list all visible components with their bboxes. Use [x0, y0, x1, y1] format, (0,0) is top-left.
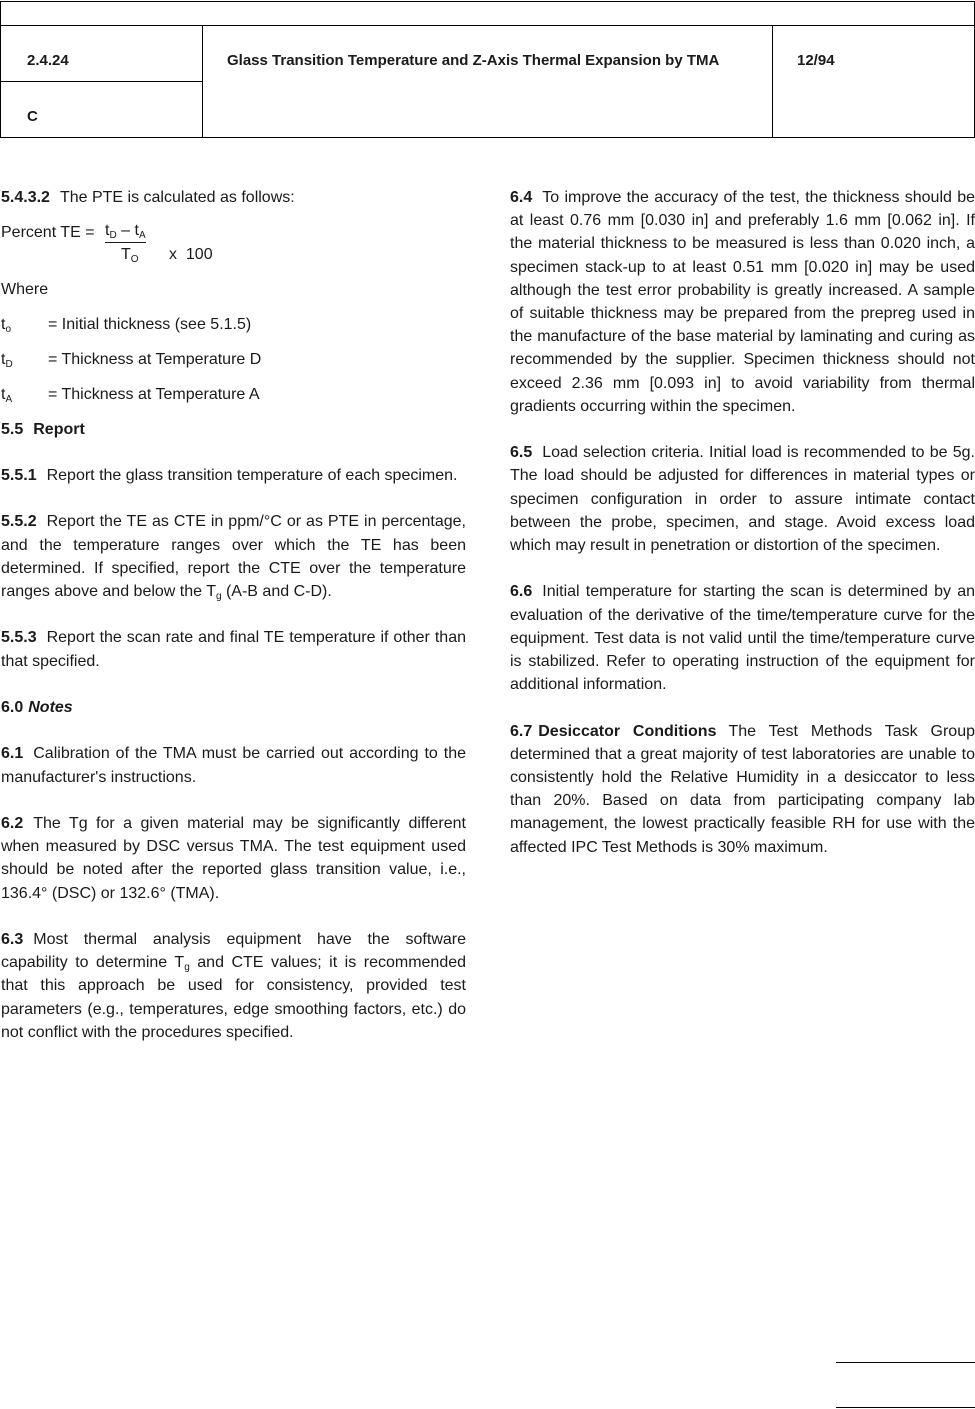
section-number: 6.6 — [510, 583, 533, 601]
para-5-5-3 — [1, 626, 466, 672]
para-6-2 — [1, 812, 466, 905]
formula-label: Percent TE = — [1, 223, 95, 241]
section-number: 6.7 — [510, 722, 533, 740]
document-header-table — [0, 1, 975, 138]
para-text: Most thermal analysis equipment have the software capability to determine T — [1, 930, 466, 972]
para-text: and CTE values; it is recommended that this approach be used for consistency, provided test parameters (e.g., temperatures, edge smoothing factors, etc.) do not conflict with the procedures specified. — [1, 954, 467, 1041]
para-text: To improve the accuracy of the test, the thickness should be at least 0.76 mm [0.030 in] and preferably 1.6 mm [0.062 in]. If the material thickness to be measured is less than 0.020 inch, a specimen stack-up to at least 0.51 mm [0.020 in] may be used although the test error probability is greatly increased. A sample of suitable thickness may be prepared from the prepreg used in the manufacture of the base material by laminating and curing as recommended by the supplier. Specimen thickness should not exceed 2.36 mm [0.093 in] to avoid variability from thermal gradients occurring within the specimen. — [510, 189, 975, 415]
para-6-7 — [510, 720, 975, 859]
formula-multiplier: x 100 — [169, 245, 213, 263]
para-text: Calibration of the TMA must be carried out according to the manufacturer's instructions. — [1, 745, 466, 786]
para-text: Report the TE as CTE in ppm/°C or as PTE in percentage, and the temperature ranges over which the TE has been determined. If specified, report the CTE over the temperature ranges above and below the T — [1, 513, 466, 600]
section-title: Report — [33, 420, 85, 438]
formula-term: t — [105, 221, 110, 239]
para-text: The PTE is calculated as follows: — [59, 189, 295, 206]
formula-denominator — [121, 243, 139, 266]
heading-5-5 — [1, 418, 466, 441]
def-sub: D — [5, 358, 13, 370]
section-number: 5.5.1 — [1, 466, 37, 484]
para-6-5 — [510, 441, 975, 557]
para-5-5-2 — [1, 510, 466, 603]
left-column — [1, 186, 466, 1067]
right-column — [510, 186, 975, 882]
section-number: 6.2 — [1, 814, 24, 832]
formula-minus: – — [116, 221, 135, 239]
section-number: 5.5.2 — [1, 513, 37, 531]
header-divider — [1, 81, 202, 82]
para-text: (A-B and C-D). — [221, 582, 332, 600]
para-5-5-1 — [1, 464, 466, 487]
section-number: 5.5.3 — [1, 629, 37, 647]
def-text: = Thickness at Temperature A — [48, 385, 260, 403]
formula-sub: D — [109, 229, 117, 241]
section-number: 6.5 — [510, 444, 533, 462]
para-text: Initial temperature for starting the scan is determined by an evaluation of the derivative of the time/temperature curve for the equipment. Test data is not valid until the time/temperature curve is stabilized. Refer to operating instruction of the equipment for additional information. — [510, 583, 975, 694]
revision: C — [27, 108, 38, 125]
para-6-4 — [510, 186, 975, 418]
where-label: Where — [1, 281, 49, 299]
def-text: = Thickness at Temperature D — [48, 350, 262, 368]
header-divider — [202, 25, 203, 137]
pte-formula — [1, 221, 466, 267]
formula-numerator — [105, 221, 146, 243]
footer-rule — [836, 1362, 975, 1363]
def-symbol: t — [1, 350, 6, 368]
formula-sub: O — [130, 253, 139, 265]
para-text: Load selection criteria. Initial load is recommended to be 5g. The load should be adjusted for differences in material types or specimen configuration in order to assure intimate contact between the probe, specimen, and stage. Avoid excess load which may result in penetration or distortion of the specimen. — [510, 444, 975, 555]
para-text: Report the scan rate and final TE temperature if other than that specified. — [1, 629, 466, 670]
def-symbol: t — [1, 316, 6, 334]
def-sub: o — [5, 324, 12, 336]
section-title: Notes — [28, 698, 73, 716]
para-5-4-3-2 — [1, 186, 466, 209]
footer-rule — [836, 1407, 975, 1408]
section-title: Desiccator Conditions — [538, 722, 717, 740]
definition-row — [1, 348, 466, 371]
subscript: g — [184, 962, 190, 974]
def-symbol: t — [1, 385, 6, 403]
formula-sub: A — [138, 229, 146, 241]
doc-title: Glass Transition Temperature and Z-Axis Thermal Expansion by TMA — [227, 52, 720, 69]
section-number: 6.0 — [1, 698, 24, 716]
para-text: Report the glass transition temperature of each specimen. — [46, 466, 458, 484]
def-text: = Initial thickness (see 5.1.5) — [48, 316, 252, 334]
section-number: 6.4 — [510, 189, 533, 206]
formula-term: T — [121, 245, 131, 263]
definition-row — [1, 313, 466, 336]
para-6-6 — [510, 580, 975, 696]
section-number: 6.1 — [1, 745, 24, 763]
heading-6-0 — [1, 696, 466, 719]
header-divider — [1, 25, 974, 26]
doc-date: 12/94 — [797, 52, 835, 69]
para-text: The Test Methods Task Group determined that a great majority of test laboratories are unable to consistently hold the Relative Humidity in a desiccator to less than 20%. Based on data from participating company lab management, the lowest practically feasible RH for use with the affected IPC Test Methods is 30% maximum. — [510, 722, 975, 856]
para-6-3 — [1, 928, 466, 1044]
definition-row — [1, 383, 466, 406]
section-number: 5.5 — [1, 420, 24, 438]
section-number: 5.4.3.2 — [1, 189, 50, 206]
def-sub: A — [5, 393, 13, 405]
doc-number: 2.4.24 — [27, 52, 69, 69]
header-divider — [772, 25, 773, 137]
para-6-1 — [1, 742, 466, 788]
formula-term: t — [134, 221, 139, 239]
section-number: 6.3 — [1, 930, 24, 948]
para-text: The Tg for a given material may be significantly different when measured by DSC versus TMA. The test equipment used should be noted after the reported glass transition value, i.e., 136.4° (DSC) or 132.6° (TMA). — [1, 814, 466, 902]
subscript: g — [215, 590, 222, 602]
